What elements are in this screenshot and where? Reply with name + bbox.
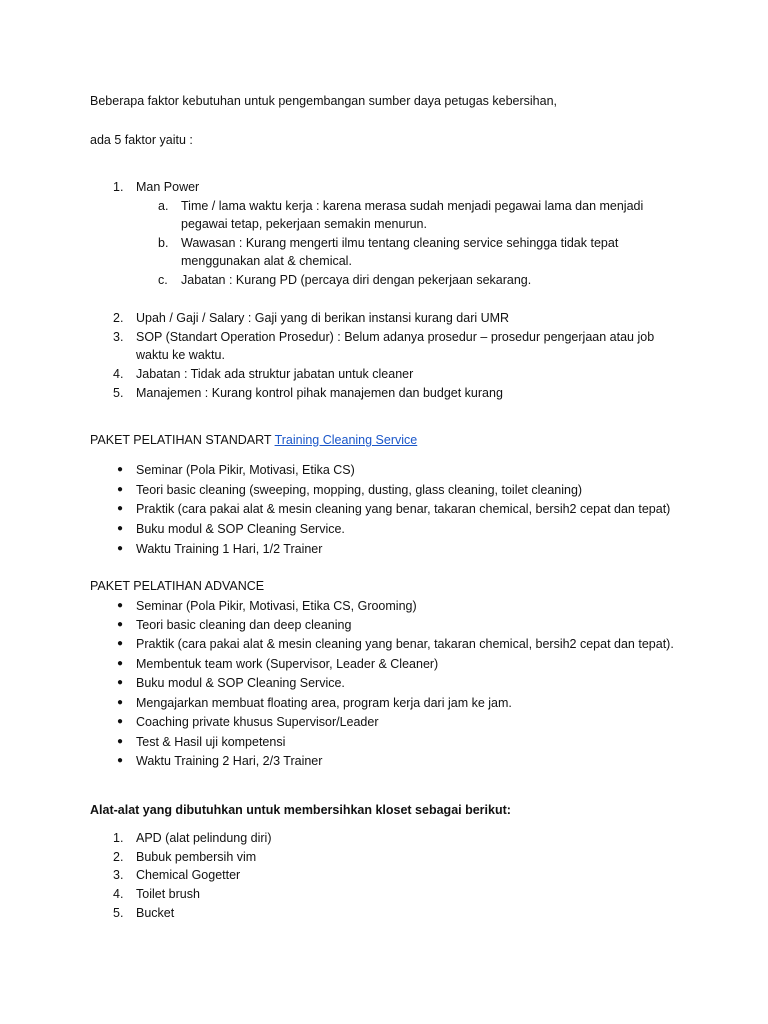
advance-item-8: Test & Hasil uji kompetensi bbox=[136, 735, 286, 749]
factor-4-label: Jabatan : Tidak ada struktur jabatan untuk cleaner bbox=[136, 367, 414, 381]
tool-1-label: APD (alat pelindung diri) bbox=[136, 831, 272, 845]
bullet-icon: ● bbox=[117, 503, 124, 514]
advance-item-6: Mengajarkan membuat floating area, program kerja dari jam ke jam. bbox=[136, 696, 512, 710]
sub-a-line-1: Time / lama waktu kerja : karena merasa sudah menjadi pegawai lama dan menjadi bbox=[181, 199, 644, 213]
factor-5-number: 5. bbox=[113, 386, 124, 400]
factor-5-label: Manajemen : Kurang kontrol pihak manajemen dan budget kurang bbox=[136, 386, 503, 400]
tool-4-number: 4. bbox=[113, 887, 124, 901]
factor-2-number: 2. bbox=[113, 311, 124, 325]
factor-3-number: 3. bbox=[113, 330, 124, 344]
sub-b-letter: b. bbox=[158, 236, 169, 250]
advance-item-1: Seminar (Pola Pikir, Motivasi, Etika CS, Grooming) bbox=[136, 599, 417, 613]
bullet-icon: ● bbox=[117, 658, 124, 669]
bullet-icon: ● bbox=[117, 697, 124, 708]
standart-item-2: Teori basic cleaning (sweeping, mopping, dusting, glass cleaning, toilet cleaning) bbox=[136, 483, 583, 497]
factor-3-line-2: waktu ke waktu. bbox=[136, 348, 225, 362]
sub-a-line-2: pegawai tetap, pekerjaan semakin menurun. bbox=[181, 217, 427, 231]
bullet-icon: ● bbox=[117, 638, 124, 649]
factor-4-number: 4. bbox=[113, 367, 124, 381]
advance-item-2: Teori basic cleaning dan deep cleaning bbox=[136, 618, 352, 632]
tool-1-number: 1. bbox=[113, 831, 124, 845]
advance-item-9: Waktu Training 2 Hari, 2/3 Trainer bbox=[136, 754, 323, 768]
bullet-icon: ● bbox=[117, 619, 124, 630]
advance-heading: PAKET PELATIHAN ADVANCE bbox=[90, 579, 265, 593]
bullet-icon: ● bbox=[117, 464, 124, 475]
tool-3-label: Chemical Gogetter bbox=[136, 868, 241, 882]
intro-line-1: Beberapa faktor kebutuhan untuk pengembangan sumber daya petugas kebersihan, bbox=[90, 94, 557, 108]
tool-2-label: Bubuk pembersih vim bbox=[136, 850, 257, 864]
intro-line-2: ada 5 faktor yaitu : bbox=[90, 133, 193, 147]
bullet-icon: ● bbox=[117, 600, 124, 611]
advance-item-4: Membentuk team work (Supervisor, Leader & Cleaner) bbox=[136, 657, 439, 671]
tool-5-number: 5. bbox=[113, 906, 124, 920]
advance-item-7: Coaching private khusus Supervisor/Leader bbox=[136, 715, 379, 729]
sub-a-letter: a. bbox=[158, 199, 169, 213]
factor-1-number: 1. bbox=[113, 180, 124, 194]
tool-5-label: Bucket bbox=[136, 906, 175, 920]
bullet-icon: ● bbox=[117, 677, 124, 688]
standart-heading-line bbox=[90, 432, 417, 448]
bullet-icon: ● bbox=[117, 543, 124, 554]
sub-b-line-2: menggunakan alat & chemical. bbox=[181, 254, 352, 268]
standart-item-5: Waktu Training 1 Hari, 1/2 Trainer bbox=[136, 542, 323, 556]
bullet-icon: ● bbox=[117, 523, 124, 534]
bullet-icon: ● bbox=[117, 484, 124, 495]
bullet-icon: ● bbox=[117, 716, 124, 727]
sub-c-letter: c. bbox=[158, 273, 168, 287]
advance-item-3: Praktik (cara pakai alat & mesin cleaning yang benar, takaran chemical, bersih2 cepat dan tepat). bbox=[136, 637, 674, 651]
tool-4-label: Toilet brush bbox=[136, 887, 200, 901]
bullet-icon: ● bbox=[117, 755, 124, 766]
bullet-icon: ● bbox=[117, 736, 124, 747]
tool-3-number: 3. bbox=[113, 868, 124, 882]
tool-2-number: 2. bbox=[113, 850, 124, 864]
factor-3-line-1: SOP (Standart Operation Prosedur) : Belum adanya prosedur – prosedur pengerjaan atau job bbox=[136, 330, 655, 344]
sub-b-line-1: Wawasan : Kurang mengerti ilmu tentang cleaning service sehingga tidak tepat bbox=[181, 236, 619, 250]
tools-heading: Alat-alat yang dibutuhkan untuk membersihkan kloset sebagai berikut: bbox=[90, 803, 511, 817]
sub-c-line-1: Jabatan : Kurang PD (percaya diri dengan pekerjaan sekarang. bbox=[181, 273, 532, 287]
factor-2-label: Upah / Gaji / Salary : Gaji yang di berikan instansi kurang dari UMR bbox=[136, 311, 510, 325]
training-cleaning-service-link[interactable]: Training Cleaning Service bbox=[274, 433, 418, 447]
standart-item-3: Praktik (cara pakai alat & mesin cleaning yang benar, takaran chemical, bersih2 cepat dan tepat) bbox=[136, 502, 671, 516]
advance-item-5: Buku modul & SOP Cleaning Service. bbox=[136, 676, 345, 690]
factor-1-label: Man Power bbox=[136, 180, 200, 194]
standart-heading: PAKET PELATIHAN STANDART bbox=[90, 433, 272, 447]
standart-item-1: Seminar (Pola Pikir, Motivasi, Etika CS) bbox=[136, 463, 355, 477]
standart-item-4: Buku modul & SOP Cleaning Service. bbox=[136, 522, 345, 536]
